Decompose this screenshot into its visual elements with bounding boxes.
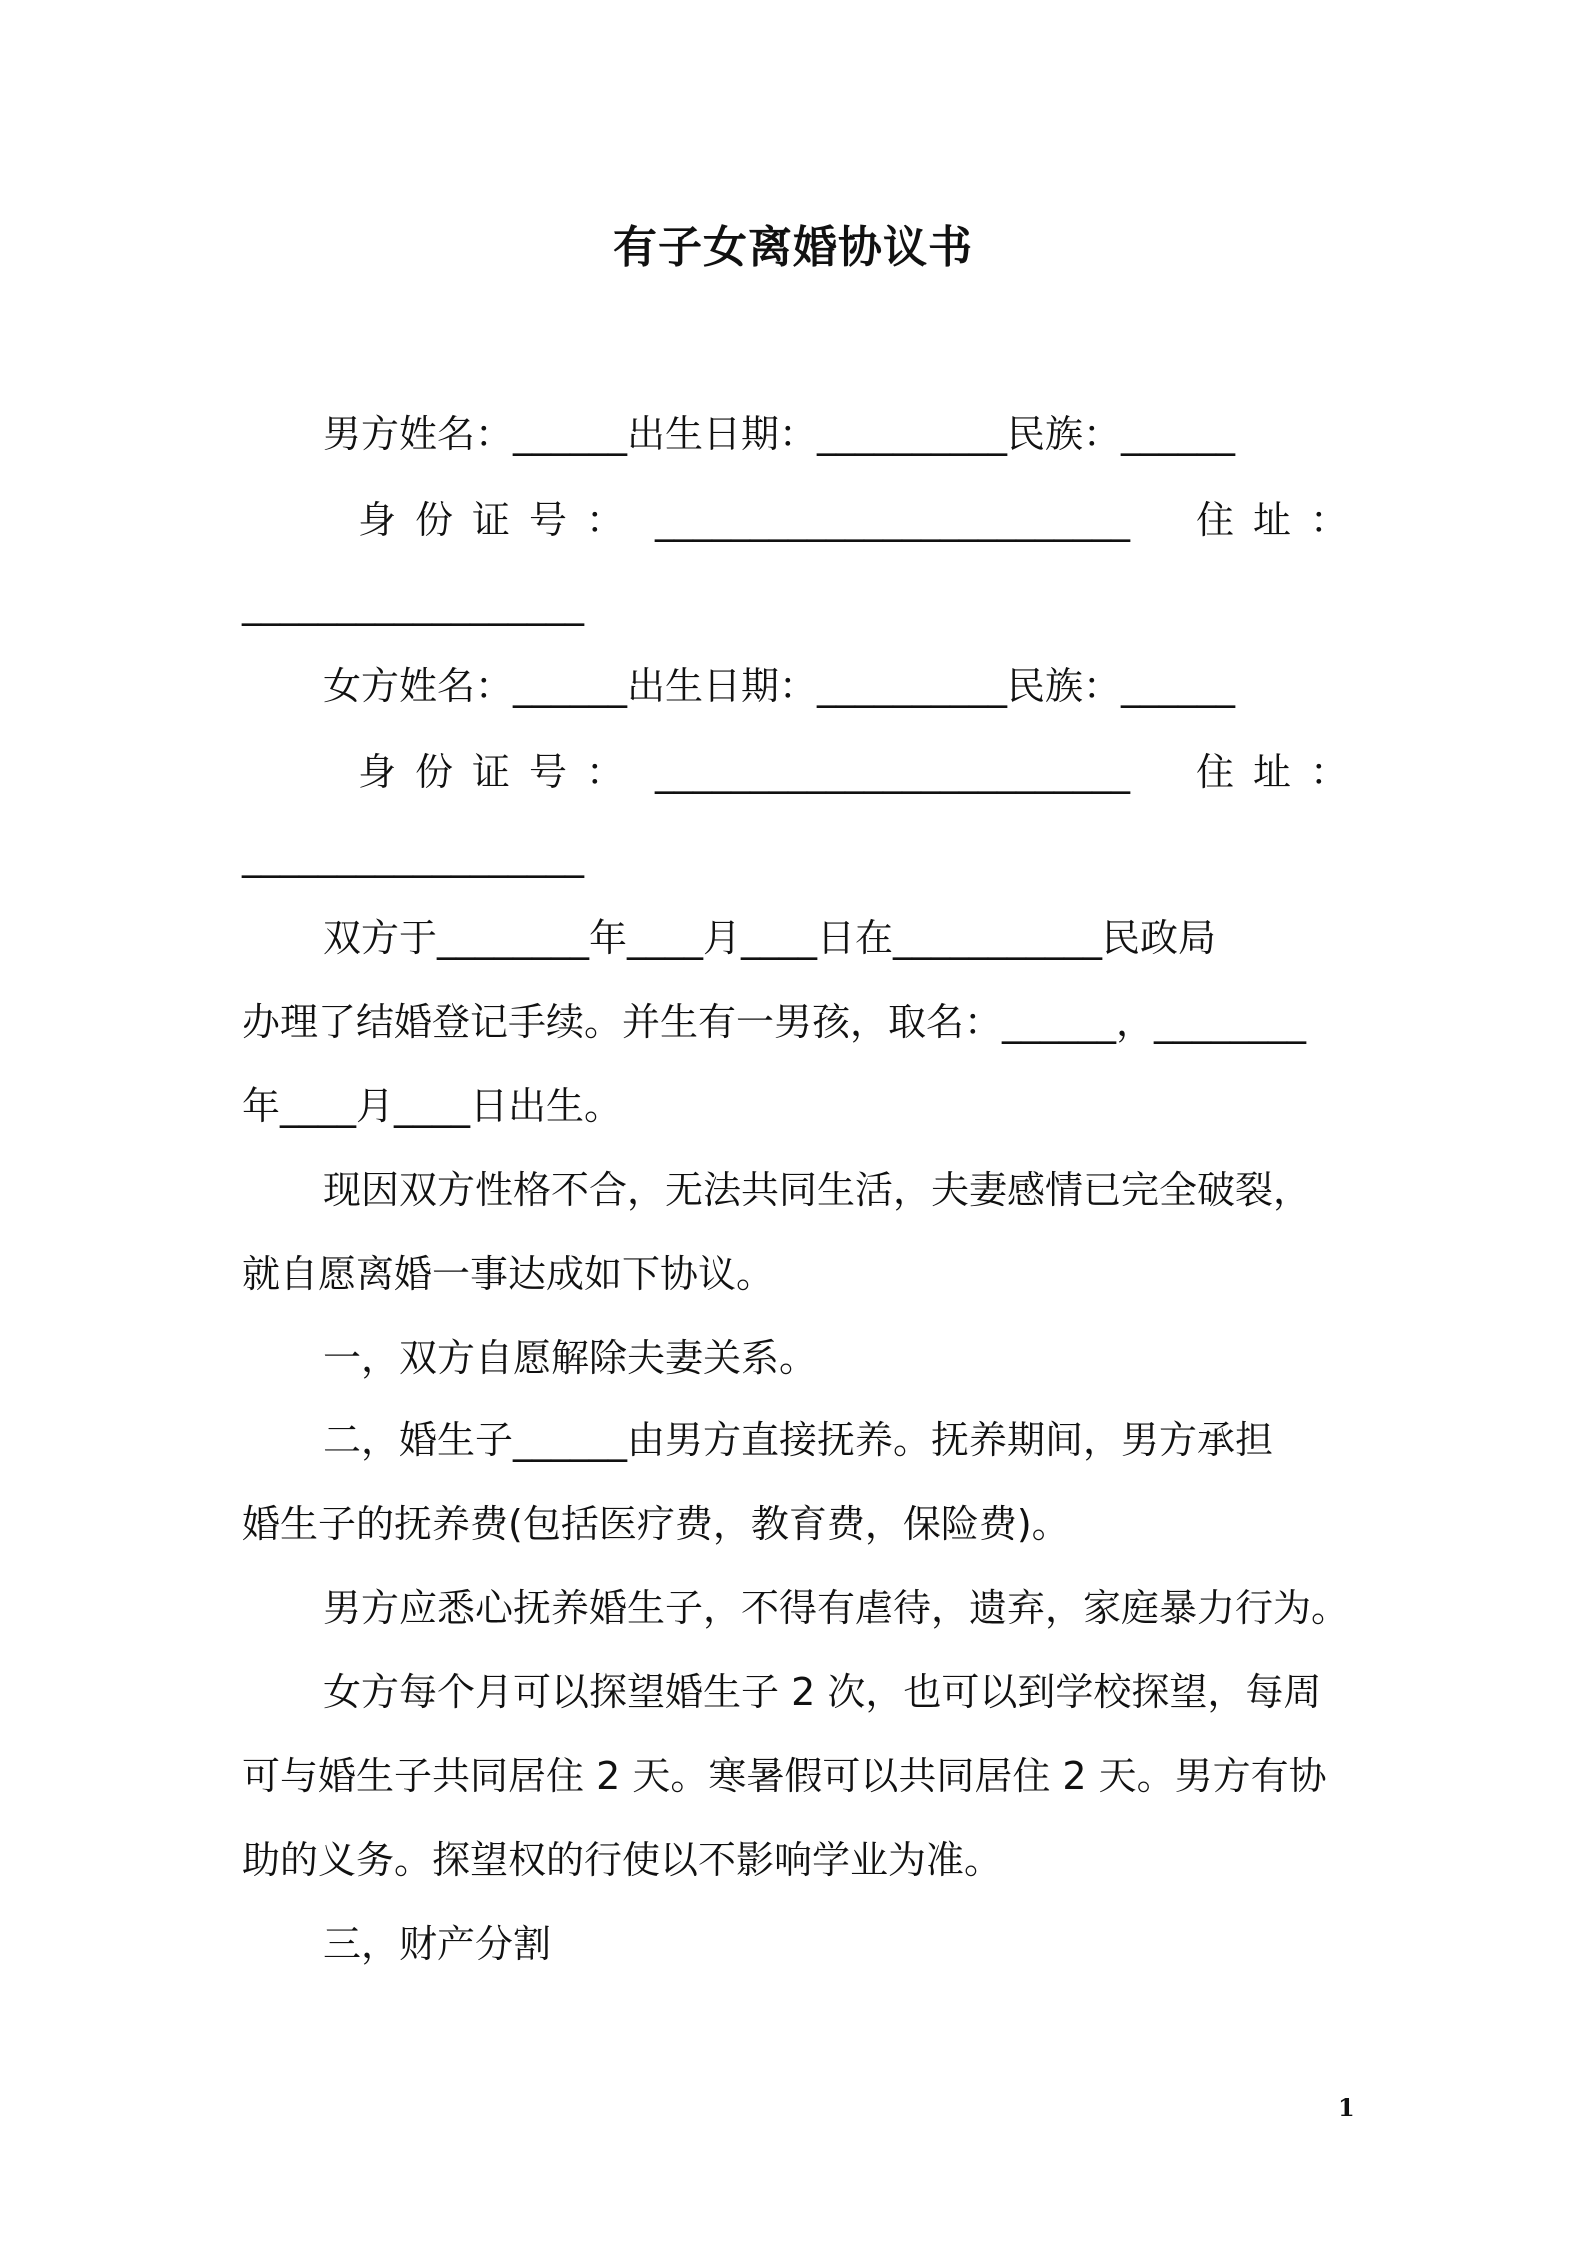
clause-two-line-2: 婚生子的抚养费(包括医疗费，教育费，保险费)。 — [242, 1502, 1070, 1546]
male-id-label: 身份证号： — [358, 498, 644, 542]
marriage-registration-line-3: 年____月____日出生。 — [242, 1084, 623, 1128]
male-id-blank: _________________________ — [655, 498, 1130, 542]
female-id-label: 身份证号： — [358, 750, 644, 794]
female-address-label: 住址： — [1196, 750, 1368, 794]
marriage-registration-line-1: 双方于________年____月____日在___________民政局 — [323, 916, 1217, 960]
page-number: 1 — [1338, 2093, 1355, 2122]
visitation-line-1: 女方每个月可以探望婚生子 2 次，也可以到学校探望，每周 — [323, 1670, 1322, 1714]
visitation-line-2: 可与婚生子共同居住 2 天。寒暑假可以共同居住 2 天。男方有协 — [242, 1754, 1327, 1798]
custody-duty-line: 男方应悉心抚养婚生子，不得有虐待，遗弃，家庭暴力行为。 — [323, 1586, 1350, 1630]
clause-two-line-1: 二，婚生子______由男方直接抚养。抚养期间，男方承担 — [323, 1418, 1274, 1462]
clause-three: 三，财产分割 — [323, 1922, 552, 1966]
female-basic-info-line: 女方姓名：______出生日期：__________民族：______ — [323, 664, 1236, 708]
document-title: 有子女离婚协议书 — [613, 222, 973, 273]
marriage-registration-line-2: 办理了结婚登记手续。并生有一男孩，取名：______，________ — [242, 1000, 1307, 1044]
reason-line-2: 就自愿离婚一事达成如下协议。 — [242, 1252, 775, 1296]
female-id-blank: _________________________ — [655, 750, 1130, 794]
male-address-label: 住址： — [1196, 498, 1368, 542]
clause-one: 一，双方自愿解除夫妻关系。 — [323, 1336, 818, 1380]
visitation-line-3: 助的义务。探望权的行使以不影响学业为准。 — [242, 1838, 1003, 1882]
female-address-blank: __________________ — [242, 834, 584, 878]
reason-line-1: 现因双方性格不合，无法共同生活，夫妻感情已完全破裂， — [323, 1168, 1312, 1212]
male-address-blank: __________________ — [242, 582, 584, 626]
male-basic-info-line: 男方姓名：______出生日期：__________民族：______ — [323, 412, 1236, 456]
